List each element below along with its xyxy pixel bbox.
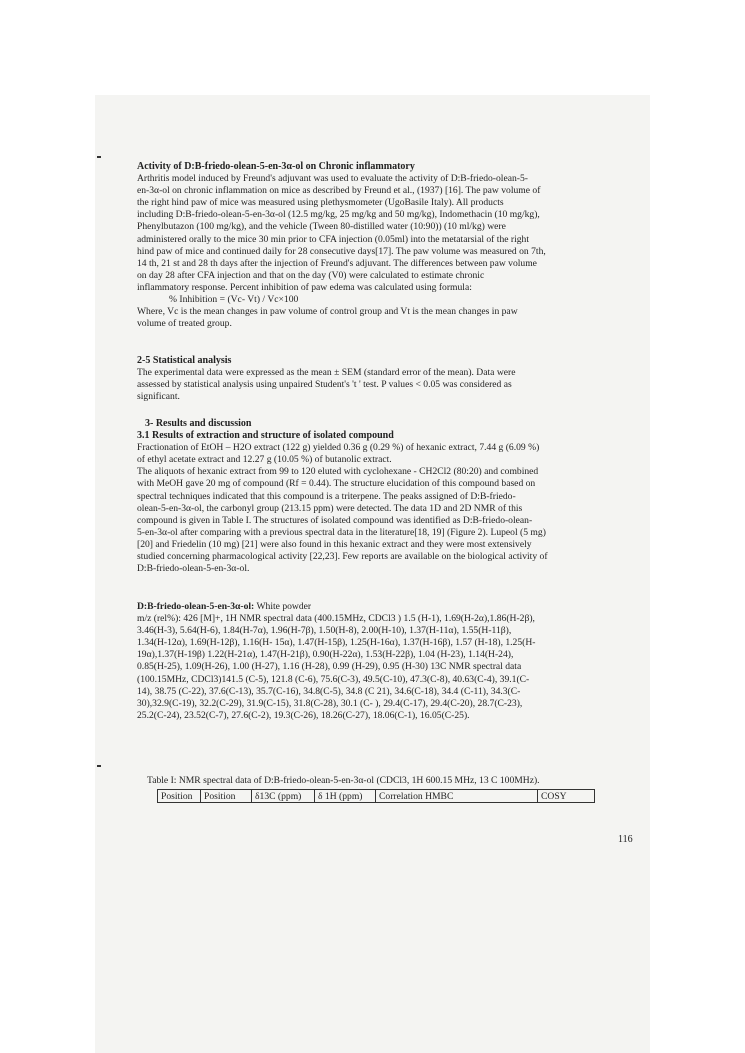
text-line: with MeOH gave 20 mg of compound (Rf = 0.44). The structure elucidation of this compound based on — [137, 478, 536, 490]
text-line: (100.15MHz, CDCl3)141.5 (C-5), 121.8 (C-6), 75.6(C-3), 49.5(C-10), 47.3(C-8), 40.63(C-4), 39.1(C- — [137, 673, 530, 685]
stats-section — [137, 355, 607, 403]
text-line: compound is given in Table I. The structures of isolated compound was identified as D:B-friedo-olean- — [137, 514, 533, 526]
nmr-data-block — [137, 601, 607, 722]
compound-appearance: White powder — [254, 601, 312, 612]
text-line: Fractionation of EtOH – H2O extract (122 g) yielded 0.36 g (0.29 %) of hexanic extract, 7.44 g (6.09 %) — [137, 442, 540, 454]
table-caption: Table I: NMR spectral data of D:B-friedo-olean-5-en-3α-ol (CDCl3, 1H 600.15 MHz, 13 C 100MHz). — [147, 775, 540, 786]
text-line: 14 th, 21 st and 28 th days after the injection of Freund's adjuvant. The differences between paw volume — [137, 257, 537, 269]
text-line: Phenylbutazon (100 mg/kg), and the vehicle (Tween 80-distilled water (10:90)) (10 ml/kg) were — [137, 221, 506, 233]
table-header-cell: Position — [158, 790, 201, 803]
text-line: Where, Vc is the mean changes in paw volume of control group and Vt is the mean changes in paw — [137, 306, 518, 318]
text-line: inflammatory response. Percent inhibition of paw edema was calculated using formula: — [137, 281, 472, 293]
text-line: The aliquots of hexanic extract from 99 to 120 eluted with cyclohexane - CH2Cl2 (80:20) and combined — [137, 466, 539, 478]
text-line: 30),32.9(C-19), 32.2(C-29), 31.9(C-15), 31.8(C-28), 30.1 (C- ), 29.4(C-17), 29.4(C-20), 28.7(C-23), — [137, 697, 523, 709]
stats-heading: 2-5 Statistical analysis — [137, 355, 232, 366]
results-section — [137, 418, 607, 575]
text-line: 3.46(H-3), 5.64(H-6), 1.84(H-7α), 1.96(H-7β), 1.50(H-8), 2.00(H-10), 1.37(H-11α), 1.55(H-11β), — [137, 625, 512, 637]
text-line: administered orally to the mice 30 min prior to CFA injection (0.05ml) into the metatarsial of the right — [137, 233, 530, 245]
activity-section — [137, 161, 607, 330]
table-header-cell: δ13C (ppm) — [252, 790, 315, 803]
text-line: assessed by statistical analysis using unpaired Student's 't ' test. P values < 0.05 was considered as — [137, 379, 512, 391]
text-line: m/z (rel%): 426 [M]+, 1H NMR spectral data (400.15MHz, CDCl3 ) 1.5 (H-1), 1.69(H-2α),1.86(H-2β), — [137, 613, 535, 625]
text-line: olean-5-en-3α-ol, the carbonyl group (213.15 ppm) were detected. The data 1D and 2D NMR of this — [137, 502, 523, 514]
table-header-cell: δ 1H (ppm) — [315, 790, 376, 803]
table-header-row — [158, 790, 595, 803]
text-line: including D:B-friedo-olean-5-en-3α-ol (12.5 mg/kg, 25 mg/kg and 50 mg/kg), Indomethacin (10 mg/kg), — [137, 209, 540, 221]
text-line: volume of treated group. — [137, 318, 232, 330]
text-line: en-3α-ol on chronic inflammation on mice as described by Freund et al., (1937) [16]. The paw volume of — [137, 185, 541, 197]
inhibition-formula: % Inhibition = (Vc- Vt) / Vc×100 — [169, 294, 299, 306]
text-line: 14), 38.75 (C-22), 37.6(C-13), 35.7(C-16), 34.8(C-5), 34.8 (C 21), 34.6(C-18), 34.4 (C-11), 34.3(C- — [137, 685, 521, 697]
nmr-table — [157, 789, 595, 803]
text-line: [20] and Friedelin (10 mg) [21] were also found in this hexanic extract and they were most extensively — [137, 538, 532, 550]
activity-body — [137, 173, 607, 330]
text-line: 5-en-3α-ol after comparing with a previous spectral data in the literature[18, 19] (Figure 2). Lupeol (5 mg) — [137, 526, 546, 538]
scan-margin — [0, 0, 745, 95]
text-line: The experimental data were expressed as the mean ± SEM (standard error of the mean). Data were — [137, 367, 516, 379]
text-line: 25.2(C-24), 23.52(C-7), 27.6(C-2), 19.3(C-26), 18.26(C-27), 18.06(C-1), 16.05(C-25). — [137, 709, 470, 721]
results-subheading: 3.1 Results of extraction and structure of isolated compound — [137, 430, 394, 442]
compound-name: D:B-friedo-olean-5-en-3α-ol: — [137, 601, 255, 612]
results-heading: 3- Results and discussion — [145, 418, 252, 429]
page-number: 116 — [618, 834, 633, 845]
text-line: D:B-friedo-olean-5-en-3α-ol. — [137, 563, 250, 575]
text-line: 0.85(H-25), 1.09(H-26), 1.00 (H-27), 1.16 (H-28), 0.99 (H-29), 0.95 (H-30) 13C NMR spectral data — [137, 661, 522, 673]
text-line: hind paw of mice and continued daily for 28 consecutive days[17]. The paw volume was measured on 7th, — [137, 245, 546, 257]
text-line: 1.34(H-12α), 1.69(H-12β), 1.16(H- 15α), 1.47(H-15β), 1.25(H-16α), 1.37(H-16β), 1.57 (H-18), 1.25(H- — [137, 637, 536, 649]
margin-mark — [97, 156, 101, 158]
activity-heading: Activity of D:B-friedo-olean-5-en-3α-ol on Chronic inflammatory — [137, 161, 415, 172]
text-line: on day 28 after CFA injection and that on the day (V0) were calculated to estimate chronic — [137, 269, 485, 281]
text-line: of ethyl acetate extract and 12.27 g (10.05 %) of butanolic extract. — [137, 454, 392, 466]
table-header-cell: COSY — [538, 790, 595, 803]
table-header-cell: Position — [201, 790, 252, 803]
text-line: significant. — [137, 391, 180, 403]
compound-lead — [137, 601, 607, 613]
text-line: 19α),1.37(H-19β) 1.22(H-21α), 1.47(H-21β), 0.90(H-22α), 1.53(H-22β), 1.04 (H-23), 1.14(H-24), — [137, 649, 514, 661]
margin-mark — [97, 765, 101, 767]
text-line: studied concerning pharmacological activity [22,23]. Few reports are available on the biological activity of — [137, 551, 548, 563]
text-line: spectral techniques indicated that this compound is a triterpene. The peaks assigned of D:B-friedo- — [137, 490, 516, 502]
text-line: Arthritis model induced by Freund's adjuvant was used to evaluate the activity of D:B-friedo-olean-5- — [137, 173, 528, 185]
text-line: the right hind paw of mice was measured using plethysmometer (UgoBasile Italy). All products — [137, 197, 504, 209]
table-header-cell: Correlation HMBC — [376, 790, 538, 803]
